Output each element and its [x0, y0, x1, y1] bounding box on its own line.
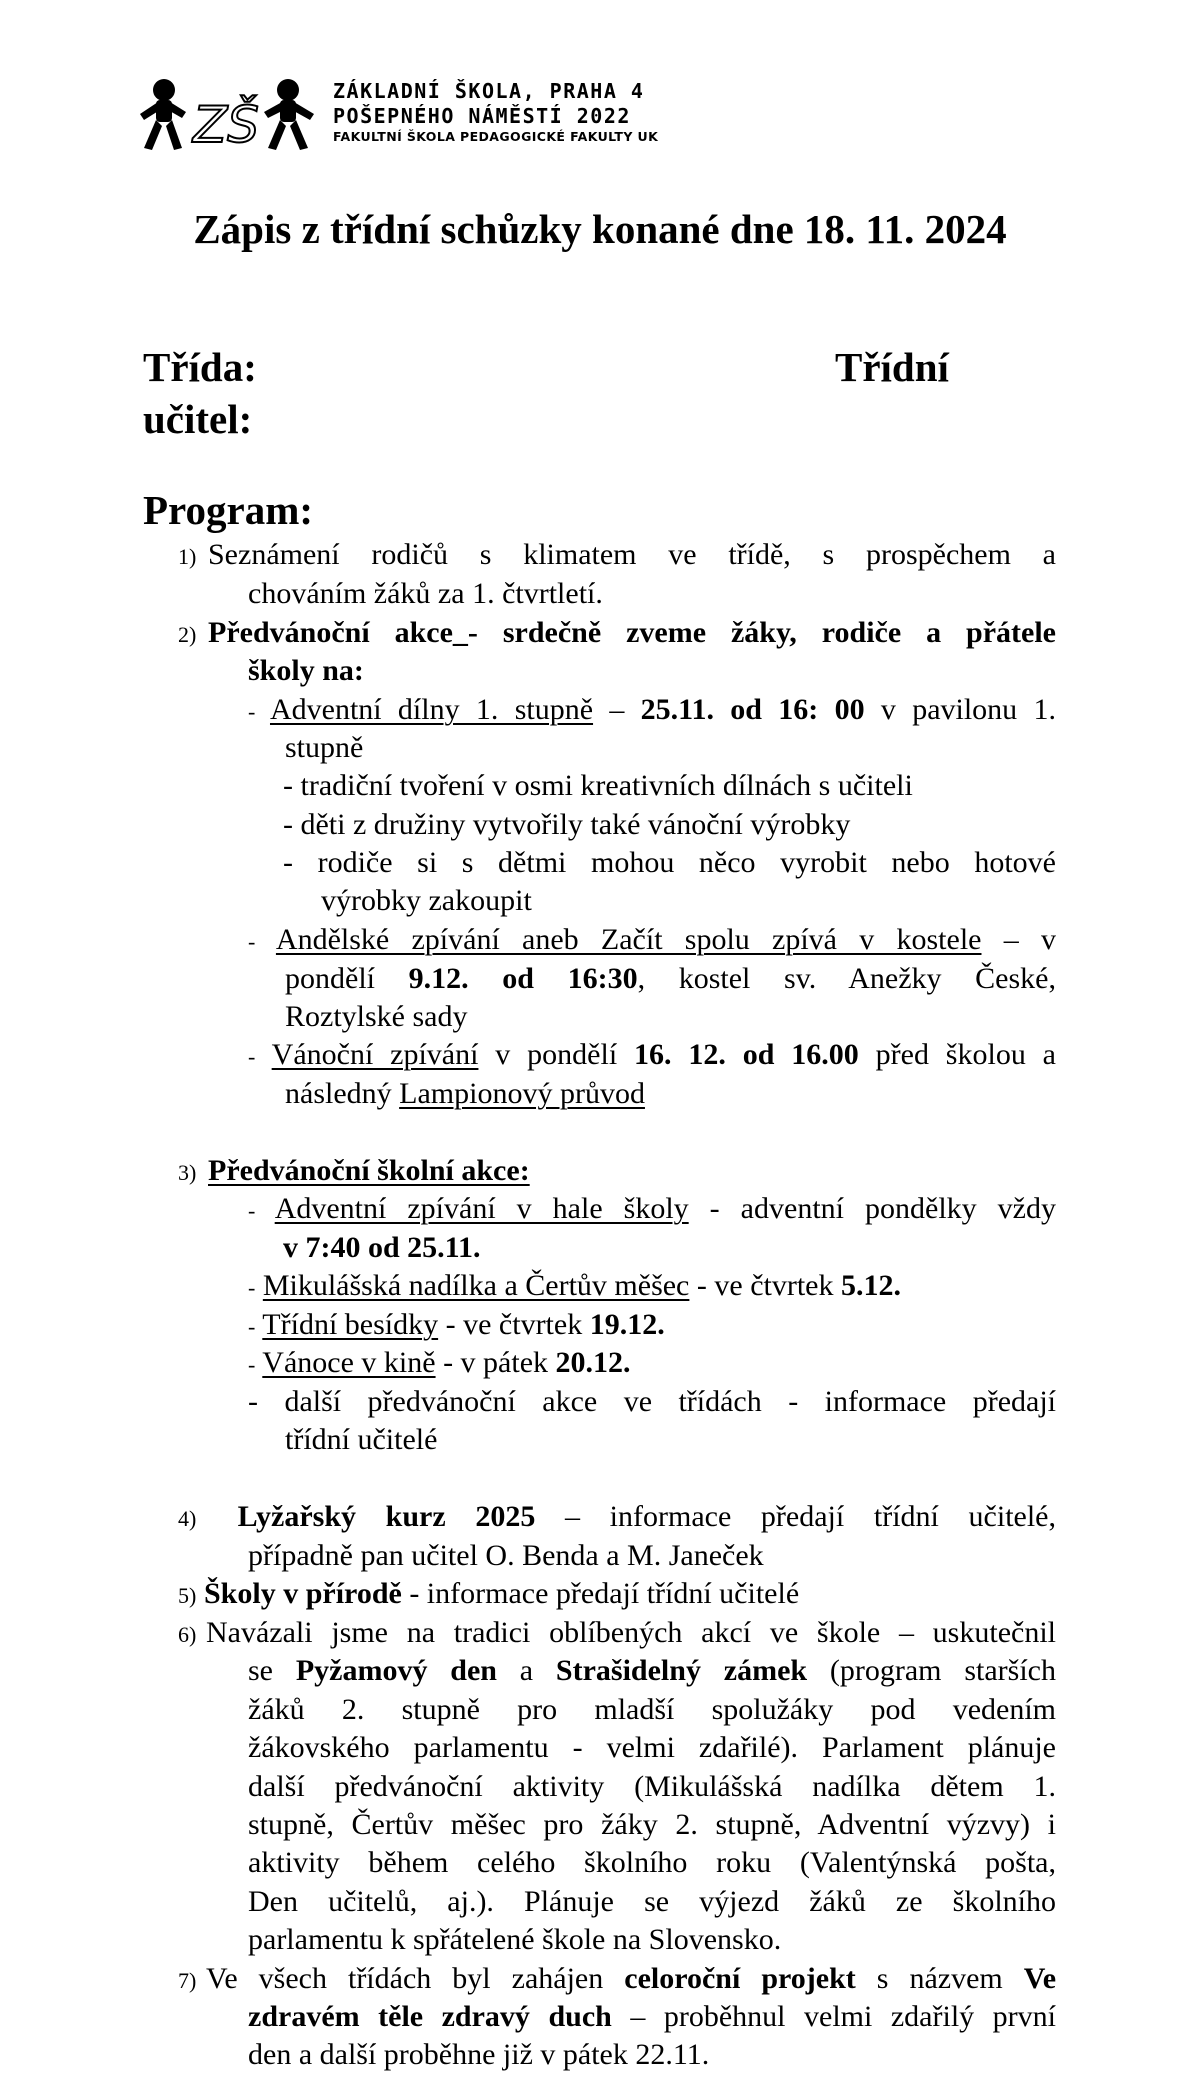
item-3-sub-3: - Třídní besídky - ve čtvrtek 19.12. [248, 1308, 665, 1341]
item-6-line-2: se Pyžamový den a Strašidelný zámek (program starších [248, 1654, 1056, 1687]
school-line-2: POŠEPNÉHO NÁMĚSTÍ 2022 [333, 104, 631, 128]
item-2-sub-1: - Adventní dílny 1. stupně – 25.11. od 16: 00 v pavilonu 1. [248, 693, 1056, 726]
item-3-sub-4: - Vánoce v kině - v pátek 20.12. [248, 1346, 631, 1379]
item-2-line-2: školy na: [248, 654, 364, 687]
item-2-sub-3: - Vánoční zpívání v pondělí 16. 12. od 16.00 před školou a [248, 1038, 1056, 1071]
field-trida: Třída: [143, 344, 257, 390]
link-adventni-zpivani[interactable]: Adventní zpívání v hale školy [274, 1192, 689, 1225]
item-2-sub-2-line-2: pondělí 9.12. od 16:30, kostel sv. Anežky České, [285, 962, 1056, 995]
item-1-number: 1) [178, 544, 197, 569]
item-2-sub-2: - Andělské zpívání aneb Začít spolu zpívá v kostele – v [248, 923, 1056, 956]
item-4-number: 4) [178, 1506, 197, 1531]
item-3-number: 3) [178, 1160, 197, 1185]
item-6-line-6: stupně, Čertův měšec pro žáky 2. stupně, Adventní výzvy) i [248, 1808, 1056, 1841]
link-vanoce-v-kine[interactable]: Vánoce v kině [262, 1346, 436, 1379]
link-lampionovy-pruvod[interactable]: Lampionový průvod [399, 1077, 645, 1110]
item-4-line-2: případně pan učitel O. Benda a M. Janeček [248, 1539, 764, 1572]
item-5-line: 5) Školy v přírodě - informace předají třídní učitelé [178, 1575, 799, 1615]
item-3-sub-2: - Mikulášská nadílka a Čertův měšec - ve čtvrtek 5.12. [248, 1269, 901, 1302]
item-1-line-2: chováním žáků za 1. čtvrtletí. [248, 577, 603, 610]
item-6-line-8: Den učitelů, aj.). Plánuje se výjezd žáků ze školního [248, 1885, 1056, 1918]
link-adventni-dilny[interactable]: Adventní dílny 1. stupně [269, 693, 594, 726]
program-heading: Program: [143, 487, 314, 533]
item-4-line-1: 4) Lyžařský kurz 2025 – informace předají třídní učitelé, [178, 1498, 1056, 1538]
item-6-line-3: žáků 2. stupně pro mladší spolužáky pod vedením [248, 1693, 1056, 1726]
page-title: Zápis z třídní schůzky konané dne 18. 11. 2024 [193, 206, 1007, 252]
item-6-number: 6) [178, 1622, 197, 1647]
item-1-text: Seznámení rodičů s klimatem ve třídě, s prospěchem a [208, 538, 1056, 571]
item-7-number: 7) [178, 1968, 197, 1993]
item-2-sub-1c: - rodiče si s dětmi mohou něco vyrobit nebo hotové [283, 846, 1056, 879]
item-6-line-1: 6) Navázali jsme na tradici oblíbených akcí ve škole – uskutečnil [178, 1614, 1056, 1654]
item-2-line-1 [178, 614, 1056, 654]
link-vanocni-zpivani[interactable]: Vánoční zpívání [271, 1038, 479, 1071]
item-6-line-5: další předvánoční aktivity (Mikulášská nadílka dětem 1. [248, 1770, 1056, 1803]
school-logo-icon [138, 78, 320, 152]
item-6-line-7: aktivity během celého školního roku (Valentýnská pošta, [248, 1846, 1056, 1879]
school-line-1: ZÁKLADNÍ ŠKOLA, PRAHA 4 [333, 79, 645, 103]
item-2-text: Předvánoční akce_- srdečně zveme žáky, rodiče a přátele [208, 616, 1056, 649]
school-line-3: FAKULTNÍ ŠKOLA PEDAGOGICKÉ FAKULTY UK [333, 129, 659, 144]
item-1-line-1 [178, 536, 1056, 576]
item-7-line-1: 7) Ve všech třídách byl zahájen celoroční projekt s názvem Ve [178, 1960, 1056, 2000]
item-7-line-2: zdravém těle zdravý duch – proběhnul velmi zdařilý první [248, 2000, 1057, 2033]
link-andelske-zpivani[interactable]: Andělské zpívání aneb Začít spolu zpívá v kostele [275, 923, 982, 956]
item-2-sub-3-line-2: následný Lampionový průvod [285, 1077, 645, 1110]
item-3-sub-1: - Adventní zpívání v hale školy - adventní pondělky vždy [248, 1192, 1056, 1225]
item-3-sub-1-line-2: v 7:40 od 25.11. [283, 1231, 481, 1264]
item-3-heading: Předvánoční školní akce: [208, 1154, 530, 1187]
item-6-line-4: žákovského parlamentu - velmi zdařilé). Parlament plánuje [248, 1731, 1056, 1764]
item-2-sub-1c-cont: výrobky zakoupit [321, 884, 532, 917]
item-3-heading-line [178, 1152, 530, 1192]
item-6-line-9: parlamentu k spřátelené škole na Slovensko. [248, 1923, 782, 1956]
school-name-block [333, 79, 753, 145]
item-2-sub-1b: - děti z družiny vytvořily také vánoční výrobky [283, 808, 851, 841]
link-mikulasska-nadilka[interactable]: Mikulášská nadílka a Čertův měšec [262, 1269, 690, 1302]
field-ucitel: učitel: [143, 396, 253, 442]
link-tridni-besidky[interactable]: Třídní besídky [262, 1308, 439, 1341]
item-2-sub-2-line-3: Roztylské sady [285, 1000, 468, 1033]
item-2-sub-1-cont: stupně [285, 731, 364, 764]
item-7-line-3: den a další proběhne již v pátek 22.11. [248, 2038, 710, 2071]
field-tridni: Třídní [835, 344, 949, 390]
item-3-sub-5-cont: třídní učitelé [285, 1423, 438, 1456]
item-2-sub-1a: - tradiční tvoření v osmi kreativních dílnách s učiteli [283, 769, 913, 802]
item-3-sub-5: - další předvánoční akce ve třídách - informace předají [248, 1385, 1056, 1418]
item-5-number: 5) [178, 1583, 197, 1608]
logo-text: ZŠ [193, 96, 259, 152]
item-2-number: 2) [178, 622, 197, 647]
